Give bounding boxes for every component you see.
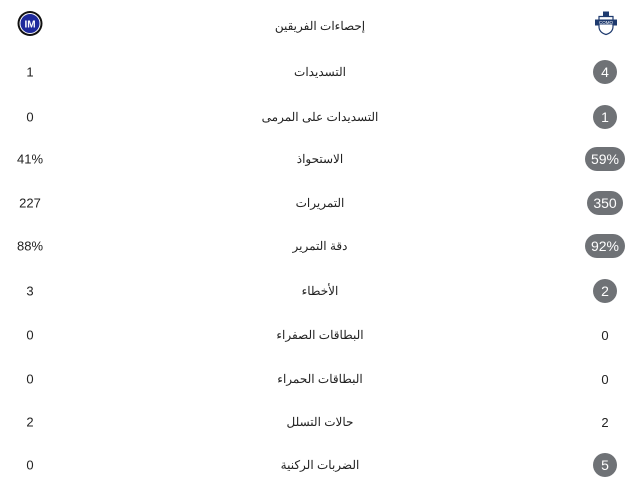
stat-row [0, 231, 640, 261]
home-value: 41% [16, 151, 44, 167]
home-value: 1 [26, 64, 34, 80]
away-value-badge: 5 [593, 453, 617, 477]
away-value-cell [570, 188, 640, 218]
stat-label: البطاقات الحمراء [277, 372, 363, 386]
away-value: 0 [601, 327, 609, 343]
home-value: 0 [26, 327, 34, 343]
svg-text:IM: IM [24, 19, 36, 31]
home-value: 88% [16, 238, 44, 254]
header-title: إحصاءات الفريقين [274, 19, 366, 33]
away-value-cell [570, 144, 640, 174]
stat-row [0, 320, 640, 350]
stat-label: البطاقات الصفراء [276, 328, 364, 342]
away-value-cell [570, 364, 640, 394]
stat-label: حالات التسلل [286, 415, 354, 429]
stat-row [0, 407, 640, 437]
stat-row [0, 188, 640, 218]
stat-label: الأخطاء [301, 284, 339, 298]
away-value: 2 [601, 414, 609, 430]
away-value-cell [570, 102, 640, 132]
away-value-cell [570, 407, 640, 437]
stat-row [0, 450, 640, 480]
stat-row [0, 364, 640, 394]
stats-header [0, 11, 640, 41]
home-value: 3 [26, 283, 34, 299]
away-value-cell [570, 57, 640, 87]
stat-row [0, 57, 640, 87]
away-value-cell [570, 231, 640, 261]
away-value-badge: 4 [593, 60, 617, 84]
stat-label: الضربات الركنية [280, 458, 360, 472]
home-value: 0 [26, 109, 34, 125]
svg-text:COMO: COMO [599, 19, 613, 25]
away-value-badge: 92% [585, 234, 625, 258]
home-value: 2 [26, 414, 34, 430]
stat-row [0, 276, 640, 306]
stat-label: التسديدات [294, 65, 346, 79]
away-value: 0 [601, 371, 609, 387]
home-value: 0 [26, 371, 34, 387]
away-value-cell [570, 320, 640, 350]
away-value-badge: 1 [593, 105, 617, 129]
away-value-badge: 59% [585, 147, 625, 171]
stat-label: الاستحواذ [296, 152, 344, 166]
away-value-badge: 350 [587, 191, 622, 215]
inter-logo-icon [17, 11, 43, 42]
stat-label: دقة التمرير [292, 239, 348, 253]
away-value-cell [570, 276, 640, 306]
home-value: 227 [19, 195, 41, 211]
away-value-cell [570, 450, 640, 480]
como-logo-icon [595, 12, 617, 41]
away-value-badge: 2 [593, 279, 617, 303]
stat-row [0, 102, 640, 132]
stat-label: التسديدات على المرمى [261, 110, 379, 124]
stat-row [0, 144, 640, 174]
home-value: 0 [26, 457, 34, 473]
stat-label: التمريرات [295, 196, 345, 210]
